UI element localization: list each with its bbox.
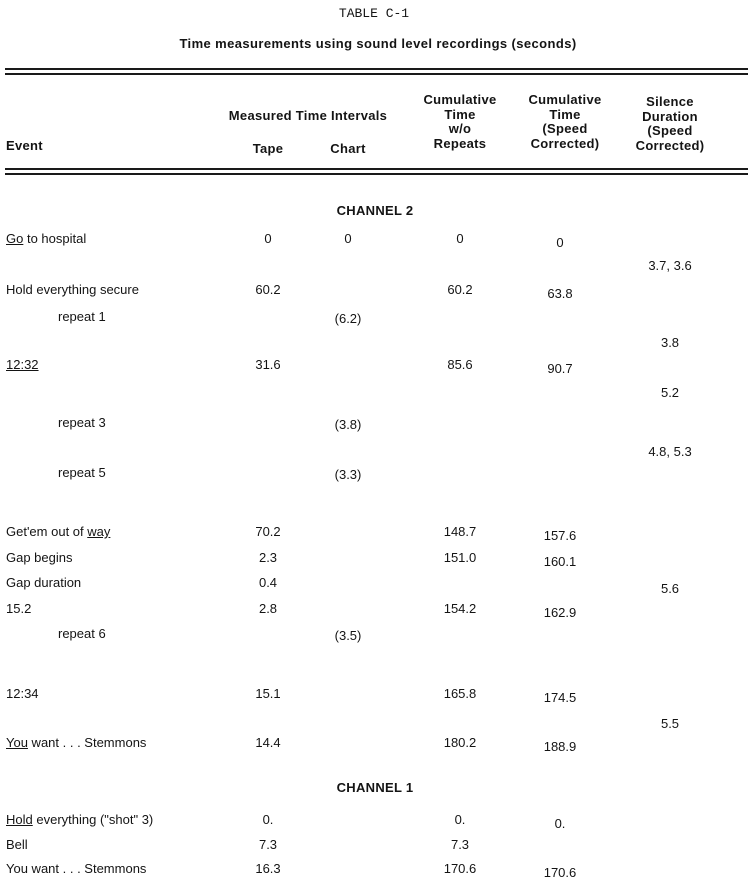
- row-event: 15.2: [6, 601, 32, 616]
- row-event-underlined: Hold: [6, 812, 33, 827]
- row-tape: 2.3: [258, 550, 278, 565]
- row-event: Gap duration: [6, 575, 82, 590]
- row-event-underlined: Go: [6, 231, 24, 246]
- row-event: You want . . . Stemmons: [6, 735, 147, 750]
- row-cum-speed-corrected: 90.7: [547, 361, 573, 376]
- table-title: Time measurements using sound level recordings (seconds): [179, 36, 577, 51]
- row-cum-wo-repeats: 85.6: [447, 357, 473, 372]
- row-cum-speed-corrected: 0.: [554, 816, 566, 831]
- header-rule-2: [5, 173, 748, 175]
- header-silence-line: Duration: [642, 108, 698, 124]
- row-cum-wo-repeats: 170.6: [443, 861, 477, 876]
- row-cum-wo-repeats: 60.2: [447, 282, 473, 297]
- silence-duration-value: 5.2: [660, 385, 680, 400]
- row-cum-wo-repeats: 165.8: [443, 686, 477, 701]
- row-tape: 0.: [262, 812, 274, 827]
- row-event-underlined: You: [6, 735, 28, 750]
- top-rule-1: [5, 68, 748, 70]
- row-chart: (6.2): [334, 311, 362, 326]
- silence-duration-value: 5.5: [660, 716, 680, 731]
- row-cum-speed-corrected: 174.5: [543, 690, 577, 705]
- row-cum-wo-repeats: 154.2: [443, 601, 477, 616]
- row-event: repeat 6: [58, 626, 106, 641]
- row-cum-speed-corrected: 162.9: [543, 605, 577, 620]
- row-cum-wo-repeats: 7.3: [450, 837, 470, 852]
- header-cum-speed: [528, 93, 601, 151]
- row-event: Gap begins: [6, 550, 73, 565]
- row-tape: 7.3: [258, 837, 278, 852]
- section-channel-2: CHANNEL 2: [336, 203, 414, 218]
- row-event: [6, 357, 39, 373]
- row-tape: 14.4: [255, 735, 281, 750]
- header-silence-line: (Speed: [647, 123, 693, 138]
- silence-duration-value: 5.6: [660, 581, 680, 596]
- row-cum-speed-corrected: 63.8: [547, 286, 573, 301]
- header-chart: Chart: [330, 141, 366, 156]
- row-chart: (3.8): [334, 417, 362, 432]
- silence-duration-value: 3.8: [660, 335, 680, 350]
- row-event: Bell: [6, 837, 28, 852]
- row-cum-wo-repeats: 148.7: [443, 524, 477, 539]
- header-cum-speed-line: Cumulative: [528, 92, 602, 107]
- row-cum-wo-repeats: 0.: [454, 812, 466, 827]
- row-cum-speed-corrected: 188.9: [543, 739, 577, 754]
- row-event: repeat 3: [58, 415, 106, 430]
- header-cum-speed-line: Corrected): [530, 135, 600, 151]
- row-tape: 2.8: [258, 601, 278, 616]
- header-cum-wo-line: w/o: [448, 121, 472, 136]
- header-measured: Measured Time Intervals: [228, 108, 388, 123]
- header-cum-speed-line: (Speed: [542, 121, 588, 136]
- row-cum-speed-corrected: 160.1: [543, 554, 577, 569]
- silence-duration-value: 3.7, 3.6: [648, 258, 692, 273]
- row-tape: 0: [264, 231, 272, 246]
- header-silence: [636, 95, 705, 153]
- row-cum-speed-corrected: 157.6: [543, 528, 577, 543]
- row-tape: 60.2: [255, 282, 281, 297]
- row-chart: (3.3): [334, 467, 362, 482]
- header-cum-wo-line: Time: [444, 106, 476, 122]
- row-event: Hold everything secure: [6, 282, 139, 297]
- row-event: repeat 1: [58, 309, 106, 324]
- row-event: 12:34: [6, 686, 39, 701]
- section-channel-1: CHANNEL 1: [336, 780, 414, 795]
- row-tape: 16.3: [255, 861, 281, 876]
- row-event: Hold everything ("shot" 3): [6, 812, 154, 827]
- header-tape: Tape: [252, 141, 284, 156]
- row-chart: (3.5): [334, 628, 362, 643]
- header-cum-wo-line: Repeats: [433, 135, 487, 151]
- header-cum-speed-line: Time: [549, 106, 581, 122]
- header-rule-1: [5, 168, 748, 170]
- row-event: repeat 5: [58, 465, 106, 480]
- row-chart: 0: [344, 231, 352, 246]
- header-cum-wo: [423, 93, 496, 151]
- header-cum-wo-line: Cumulative: [423, 92, 497, 107]
- row-tape: 31.6: [255, 357, 281, 372]
- row-event: Go to hospital: [6, 231, 87, 246]
- header-silence-line: Corrected): [635, 137, 705, 153]
- row-cum-wo-repeats: 0: [456, 231, 464, 246]
- table-label: TABLE C-1: [338, 6, 410, 21]
- row-cum-wo-repeats: 180.2: [443, 735, 477, 750]
- row-event-underlined: 12:32: [6, 357, 39, 372]
- row-tape: 15.1: [255, 686, 281, 701]
- row-cum-speed-corrected: 170.6: [543, 865, 577, 880]
- row-event: Get'em out of way: [6, 524, 111, 539]
- top-rule-2: [5, 73, 748, 75]
- row-cum-wo-repeats: 151.0: [443, 550, 477, 565]
- row-tape: 70.2: [255, 524, 281, 539]
- row-tape: 0.4: [258, 575, 278, 590]
- header-silence-line: Silence: [646, 94, 694, 109]
- header-event: Event: [6, 138, 43, 153]
- silence-duration-value: 4.8, 5.3: [648, 444, 692, 459]
- row-cum-speed-corrected: 0: [556, 235, 564, 250]
- row-event: You want . . . Stemmons: [6, 861, 147, 876]
- row-event-underlined: way: [87, 524, 111, 539]
